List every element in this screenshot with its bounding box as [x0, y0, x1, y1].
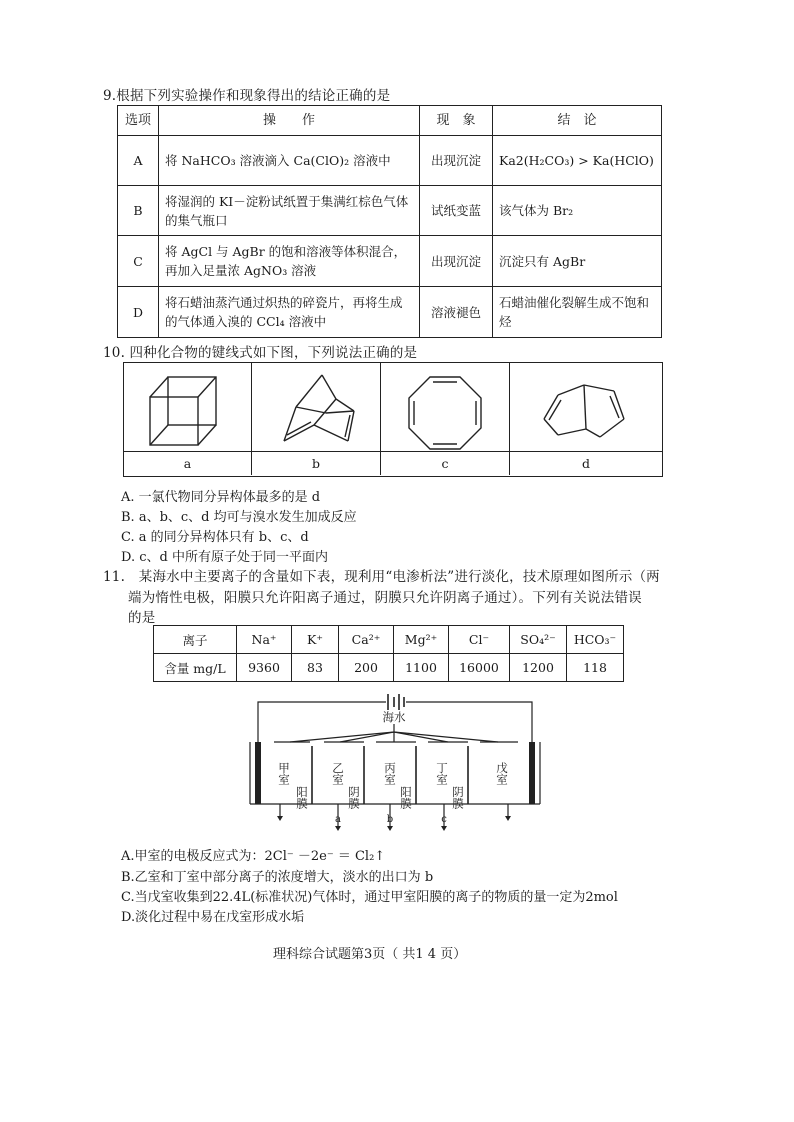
ion-value: 9360 [237, 654, 292, 682]
structure-label-row [124, 451, 662, 453]
table-row [118, 186, 662, 236]
electrode-left [255, 742, 261, 804]
structure-drawings [124, 363, 662, 451]
q9-row-operation: 将 AgCl 与 AgBr 的饱和溶液等体积混合，再加入足量浓 AgNO₃ 溶液 [159, 236, 420, 287]
q10-structures-table [123, 362, 663, 477]
table-row [118, 236, 662, 287]
q9-header-row [118, 106, 662, 136]
ion-header: K⁺ [292, 626, 339, 654]
q9-header-conclusion: 结 论 [493, 106, 662, 136]
ion-value: 118 [567, 654, 624, 682]
ion-value: 200 [339, 654, 394, 682]
q9-row-phenomenon: 溶液褪色 [420, 287, 493, 338]
ion-value: 含量 mg/L [154, 654, 237, 682]
structure-label-a: a [183, 456, 192, 471]
q10-option-a: A. 一氯代物同分异构体最多的是 d [121, 490, 321, 505]
structure-c-cyclooctatetraene [409, 377, 481, 449]
q10-stem: 10. 四种化合物的键线式如下图，下列说法正确的是 [103, 345, 418, 361]
q9-row-option: C [118, 236, 159, 287]
chamber-bing: 丙室 [383, 762, 397, 785]
q9-row-option: A [118, 136, 159, 186]
q11-option-d: D.淡化过程中易在戊室形成水垢 [121, 910, 305, 925]
q10-option-d: D. c、d 中所有原子处于同一平面内 [121, 550, 328, 565]
chamber-wu: 戊室 [495, 762, 509, 785]
ion-value: 1100 [394, 654, 449, 682]
ion-header: Ca²⁺ [339, 626, 394, 654]
structure-label-b: b [311, 456, 320, 471]
q10-option-c: C. a 的同分异构体只有 b、c、d [121, 530, 309, 545]
ion-header: HCO₃⁻ [567, 626, 624, 654]
membrane-label-4: 阴膜 [451, 786, 465, 809]
q11-option-a: A.甲室的电极反应式为：2Cl⁻ －2e⁻ ＝ Cl₂↑ [121, 849, 386, 864]
structure-b-bicyclic [284, 375, 354, 441]
chamber-ding: 丁室 [435, 762, 449, 785]
ion-header: Na⁺ [237, 626, 292, 654]
q9-header-option: 选项 [118, 106, 159, 136]
page-footer: 理科综合试题第3页（ 共1 4 页） [273, 947, 467, 962]
electrodialysis-diagram [240, 686, 560, 832]
q9-row-conclusion: Ka2(H₂CO₃) > Ka(HClO) [493, 136, 662, 186]
q11-stem-line3: 的是 [128, 610, 156, 626]
q9-header-operation: 操 作 [159, 106, 420, 136]
ion-header: Mg²⁺ [394, 626, 449, 654]
outlet-b: b [386, 814, 394, 825]
ion-header: 离子 [154, 626, 237, 654]
outlet-c: c [441, 814, 447, 825]
ion-header: Cl⁻ [449, 626, 510, 654]
table-row [154, 626, 624, 654]
structure-a-cubane [150, 377, 216, 445]
q11-stem-line2: 端为惰性电极，阳膜只允许阳离子通过，阴膜只允许阴离子通过）。下列有关说法错误 [128, 590, 642, 606]
q9-row-operation: 将石蜡油蒸汽通过炽热的碎瓷片，再将生成的气体通入溴的 CCl₄ 溶液中 [159, 287, 420, 338]
q9-row-operation: 将 NaHCO₃ 溶液滴入 Ca(ClO)₂ 溶液中 [159, 136, 420, 186]
table-row [118, 136, 662, 186]
q10-option-b: B. a、b、c、d 均可与溴水发生加成反应 [121, 510, 357, 525]
q11-option-c: C.当戊室收集到22.4L(标准状况)气体时，通过甲室阳膜的离子的物质的量一定为2mol [121, 890, 618, 905]
q9-stem: 9.根据下列实验操作和现象得出的结论正确的是 [103, 88, 391, 104]
q9-row-phenomenon: 试纸变蓝 [420, 186, 493, 236]
q9-row-option: B [118, 186, 159, 236]
q9-row-conclusion: 石蜡油催化裂解生成不饱和烃 [493, 287, 662, 338]
ion-value: 16000 [449, 654, 510, 682]
q9-row-conclusion: 该气体为 Br₂ [493, 186, 662, 236]
q9-row-phenomenon: 出现沉淀 [420, 236, 493, 287]
chamber-jia: 甲室 [277, 762, 291, 785]
seawater-label: 海水 [382, 710, 406, 724]
q9-row-operation: 将湿润的 KI－淀粉试纸置于集满红棕色气体的集气瓶口 [159, 186, 420, 236]
ion-value: 83 [292, 654, 339, 682]
electrode-right [529, 742, 535, 804]
chamber-yi: 乙室 [331, 762, 345, 785]
q11-stem-line1: 11. 某海水中主要离子的含量如下表，现利用“电渗析法”进行淡化，技术原理如图所示（两 [103, 569, 660, 585]
ion-value: 1200 [510, 654, 567, 682]
outlet-a: a [335, 814, 341, 825]
table-row [118, 287, 662, 338]
q9-header-phenomenon: 现 象 [420, 106, 493, 136]
q9-row-option: D [118, 287, 159, 338]
ion-header: SO₄²⁻ [510, 626, 567, 654]
q9-row-conclusion: 沉淀只有 AgBr [493, 236, 662, 287]
membrane-label-2: 阴膜 [347, 786, 361, 809]
q9-row-phenomenon: 出现沉淀 [420, 136, 493, 186]
q9-table [117, 105, 662, 338]
membrane-label-1: 阳膜 [295, 786, 309, 809]
q11-ion-table [153, 625, 624, 682]
table-row [154, 654, 624, 682]
membrane-label-3: 阳膜 [399, 786, 413, 809]
q11-option-b: B.乙室和丁室中部分离子的浓度增大，淡水的出口为 b [121, 870, 434, 885]
structure-label-c: c [441, 456, 449, 471]
structure-label-d: d [581, 456, 590, 471]
structure-d-bicyclic-diene [544, 385, 624, 437]
